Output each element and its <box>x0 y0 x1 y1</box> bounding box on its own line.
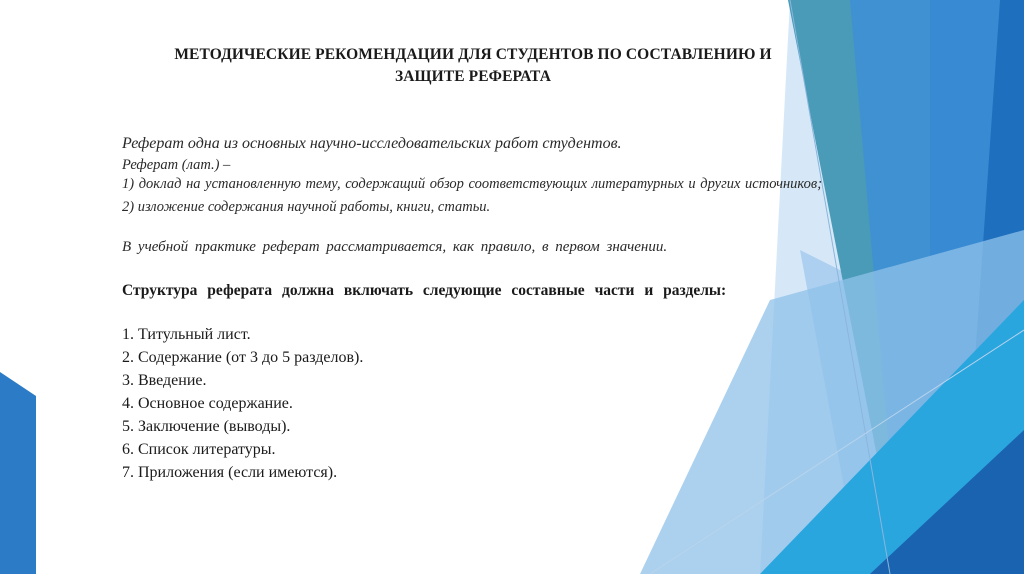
definition-text: Реферат одна из основных научно-исследовательских работ студентов. <box>122 135 622 152</box>
list-item: 5. Заключение (выводы). <box>122 418 291 435</box>
left-accent-shape <box>0 372 36 574</box>
structure-heading: Структура реферата должна включать следующие составные части и разделы: <box>122 282 727 299</box>
meaning-2-text: 2) изложение содержания научной работы, книги, статьи. <box>122 199 491 215</box>
list-item: 4. Основное содержание. <box>122 395 293 412</box>
list-item: 6. Список литературы. <box>122 441 276 458</box>
meaning-1-text: 1) доклад на установленную тему, содержащий обзор соответствующих литературных и других источников; <box>122 176 823 192</box>
practice-note-text: В учебной практике реферат рассматривается, как правило, в первом значении. <box>122 239 668 255</box>
slide-body <box>84 133 854 484</box>
term-text: Реферат (лат.) – <box>122 157 231 173</box>
slide-title-line-1: МЕТОДИЧЕСКИЕ РЕКОМЕНДАЦИИ ДЛЯ СТУДЕНТОВ ПО СОСТАВЛЕНИЮ И <box>174 46 772 63</box>
list-item: 3. Введение. <box>122 372 207 389</box>
slide-title-line-2: ЗАЩИТЕ РЕФЕРАТА <box>394 68 552 85</box>
structure-list <box>122 323 854 484</box>
list-item: 1. Титульный лист. <box>122 326 251 343</box>
list-item: 7. Приложения (если имеются). <box>122 464 338 481</box>
list-item: 2. Содержание (от 3 до 5 разделов). <box>122 349 364 366</box>
slide-title <box>88 44 858 88</box>
